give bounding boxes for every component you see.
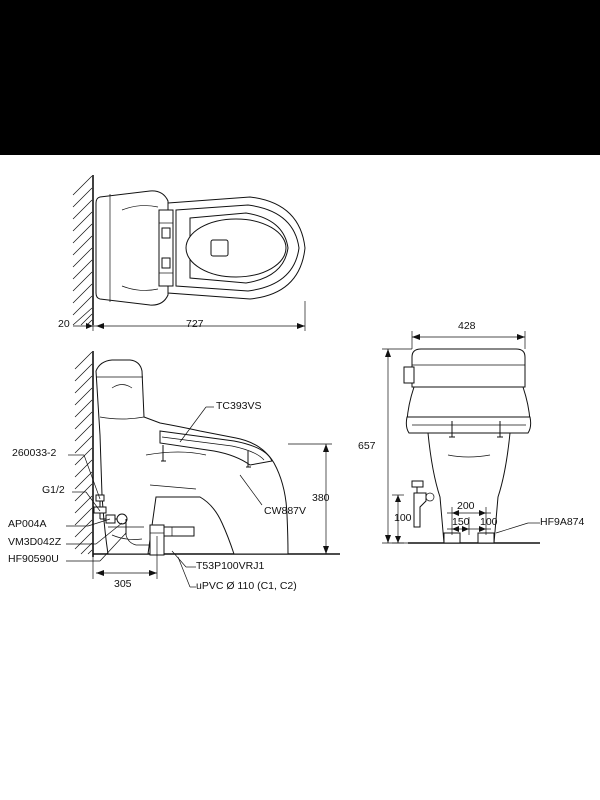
callout-cw887v: CW887V	[264, 505, 307, 517]
callout-upvc: uPVC Ø 110 (C1, C2)	[196, 580, 297, 592]
callout-260033-2: 260033-2	[12, 447, 57, 459]
callout-hf90590u: HF90590U	[8, 553, 59, 565]
dim-front-150: 100	[394, 512, 412, 524]
callout-tc393vs: TC393VS	[216, 400, 262, 412]
dim-side-380: 380	[312, 492, 330, 504]
dim-front-657: 657	[358, 440, 376, 452]
callout-g12: G1/2	[42, 484, 65, 496]
dim-side-305: 305	[114, 578, 132, 590]
dim-front-200: 200	[457, 500, 475, 512]
callout-hf9a874: HF9A874	[540, 516, 585, 528]
callout-vm3d042z: VM3D042Z	[8, 536, 62, 548]
dim-top-727: 727	[186, 318, 204, 330]
dim-top-20: 20	[58, 318, 70, 330]
dim-front-100-left: 150	[452, 516, 470, 528]
top-view-graphics	[0, 155, 600, 800]
callout-ap004a: AP004A	[8, 518, 47, 530]
callout-t53p100vrj1: T53P100VRJ1	[196, 560, 265, 572]
dim-front-100-right: 100	[480, 516, 498, 528]
dim-front-428: 428	[458, 320, 476, 332]
drawing-sheet	[0, 155, 600, 800]
